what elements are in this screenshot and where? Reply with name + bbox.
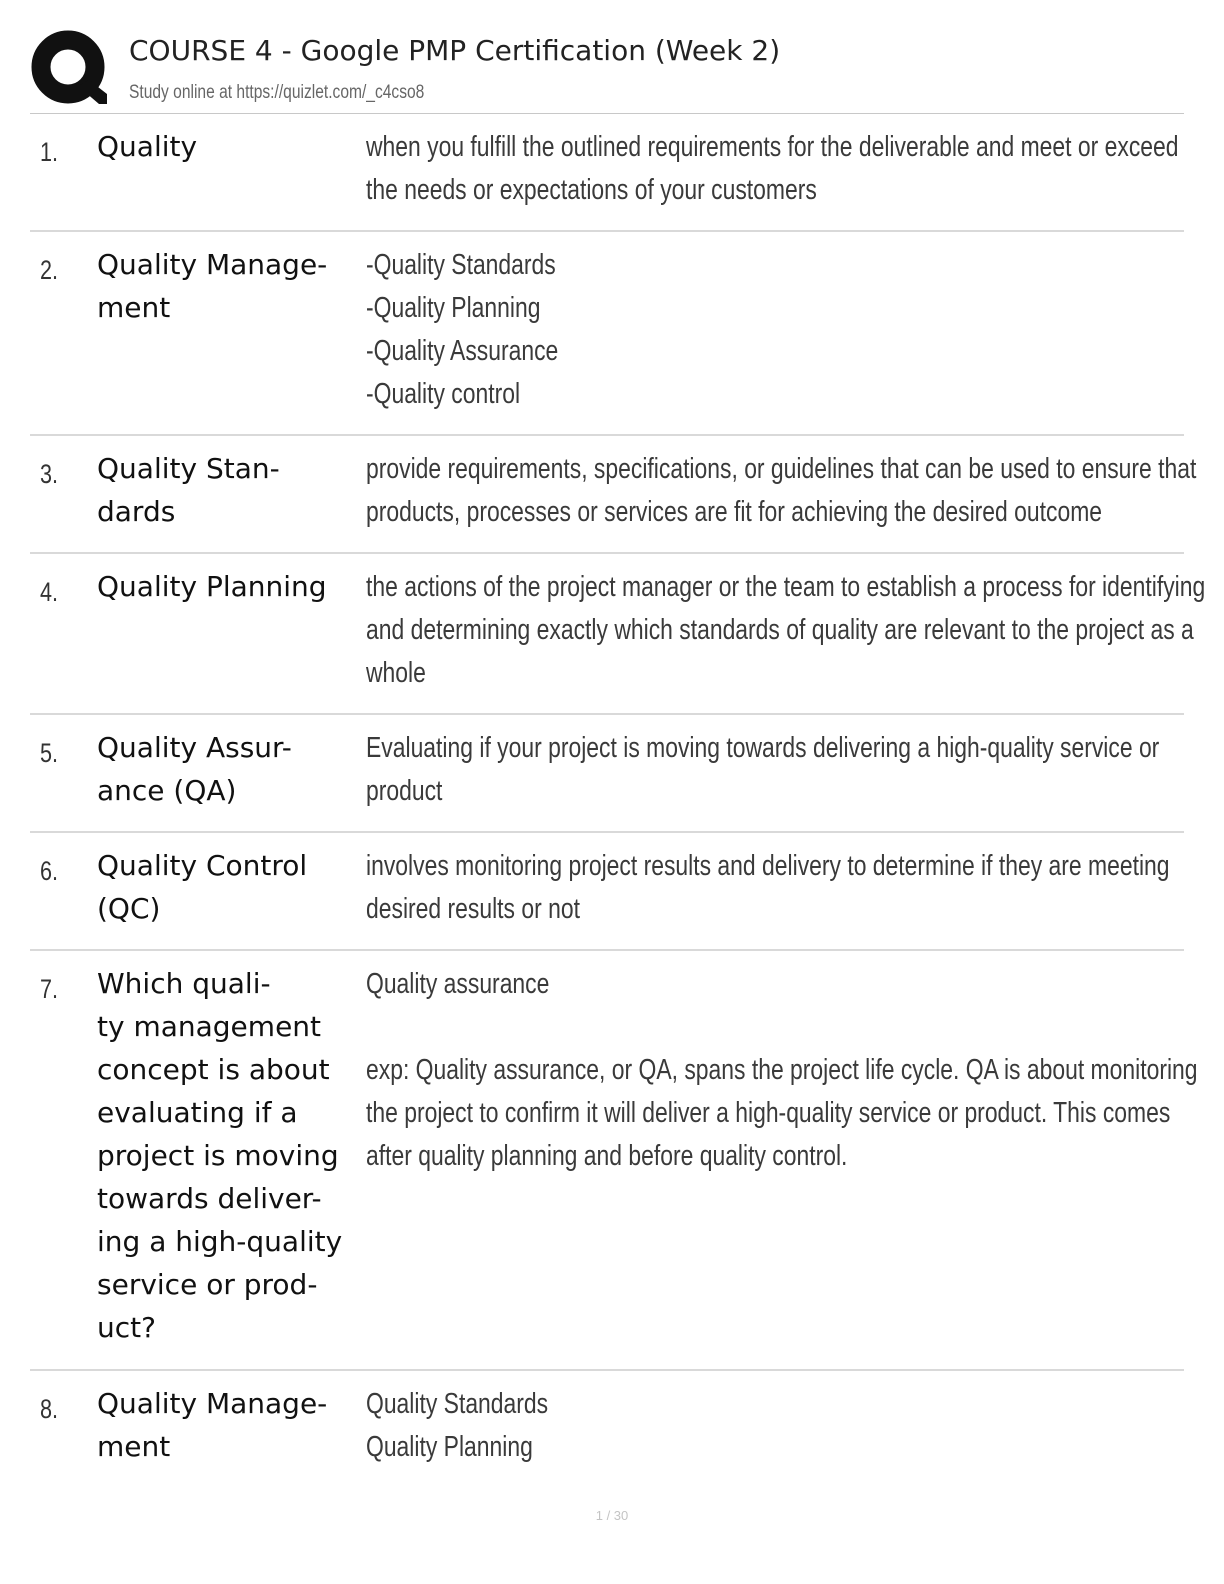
card-definition [366,1383,1156,1469]
flashcard-row [30,715,1184,833]
term-line: Quality Control [97,849,308,882]
term-line: concept is about [97,1053,330,1086]
card-definition [366,963,1198,1178]
term-line: Which quali- [97,967,271,1000]
definition-line: involves monitoring project results and delivery to determine if they are meeting [366,850,1170,882]
term-line: Quality Assur- [97,731,292,764]
definition-line: and determining exactly which standards of quality are relevant to the project as a [366,614,1194,646]
term-line: Quality Manage- [97,1387,328,1420]
quizlet-logo-icon [31,30,107,106]
card-definition [366,845,1170,931]
term-line: Quality Planning [97,570,327,603]
card-number: 6. [40,856,59,886]
definition-line: -Quality Planning [366,292,541,324]
term-line: service or prod- [97,1268,318,1301]
card-definition [366,126,1179,212]
term-line: Quality Manage- [97,248,328,281]
definition-line: exp: Quality assurance, or QA, spans the project life cycle. QA is about monitoring [366,1054,1198,1086]
flashcard-row [30,232,1184,436]
term-line: ing a high-quality [97,1225,343,1258]
card-number: 5. [40,738,59,768]
flashcard-row [30,436,1197,554]
term-line: Quality Stan- [97,452,280,485]
term-line: ty management [97,1010,322,1043]
definition-line: -Quality Standards [366,249,556,281]
page-number: 1 / 30 [595,1508,629,1523]
card-term [97,962,359,1349]
definition-line: Quality assurance [366,968,550,1000]
flashcard-row [30,554,1206,715]
flashcard-row [30,114,1184,232]
card-definition [366,727,1160,813]
page-title: COURSE 4 - Google PMP Certification (Week 2) [129,34,781,67]
term-line: uct? [97,1311,156,1344]
definition-line: Quality Planning [366,1431,533,1463]
flashcard-row [30,833,1184,951]
term-line: towards deliver- [97,1182,322,1215]
definition-line: after quality planning and before quality control. [366,1140,848,1172]
card-number: 1. [40,137,59,167]
card-number: 8. [40,1394,59,1424]
card-definition [366,244,1156,416]
flashcard-row [30,1371,1184,1491]
definition-line: -Quality control [366,378,521,410]
card-number: 4. [40,577,59,607]
term-line: ance (QA) [97,774,237,807]
card-term [97,1382,359,1468]
definition-line: the needs or expectations of your customers [366,174,817,206]
card-term [97,125,359,168]
definition-line: provide requirements, specifications, or guidelines that can be used to ensure that [366,453,1197,485]
card-number: 3. [40,459,59,489]
term-line: dards [97,495,176,528]
definition-line [366,1006,1156,1049]
definition-line: the project to confirm it will deliver a high-quality service or product. This comes [366,1097,1171,1129]
card-number: 7. [40,974,59,1004]
study-online-link[interactable]: Study online at https://quizlet.com/_c4cso8 [129,82,425,103]
definition-line: Evaluating if your project is moving towards delivering a high-quality service or [366,732,1160,764]
card-number: 2. [40,255,59,285]
definition-line: -Quality Assurance [366,335,559,367]
definition-line: the actions of the project manager or the team to establish a process for identifying [366,571,1206,603]
term-line: evaluating if a [97,1096,298,1129]
term-line: ment [97,291,171,324]
card-term [97,243,359,329]
definition-line: when you fulfill the outlined requirements for the deliverable and meet or exceed [366,131,1179,163]
definition-line: desired results or not [366,893,580,925]
definition-line: whole [366,657,426,689]
card-definition [366,448,1197,534]
term-line: (QC) [97,892,161,925]
card-definition [366,566,1206,695]
definition-line: product [366,775,443,807]
card-term [97,844,359,930]
card-term [97,447,359,533]
term-line: ment [97,1430,171,1463]
card-term [97,726,359,812]
term-line: project is moving [97,1139,339,1172]
flashcard-list [30,114,1206,1491]
definition-line: products, processes or services are fit for achieving the desired outcome [366,496,1103,528]
card-term [97,565,359,608]
flashcard-row [30,951,1198,1371]
definition-line: Quality Standards [366,1388,549,1420]
term-line: Quality [97,130,198,163]
